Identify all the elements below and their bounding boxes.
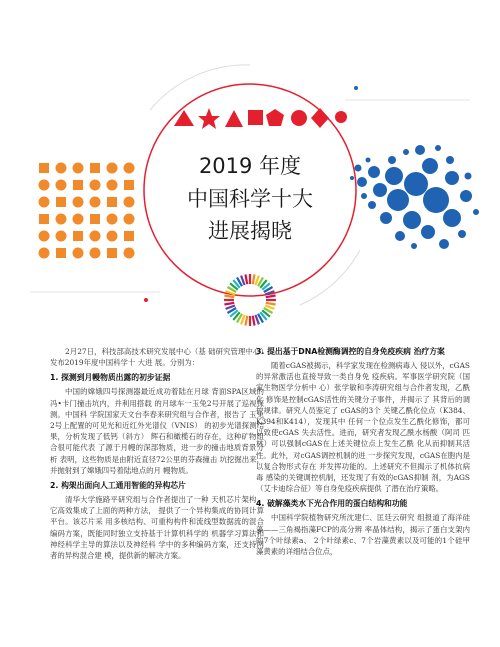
orange-dot [73, 163, 84, 174]
orange-dot [107, 180, 118, 191]
intro-paragraph: 2月27日，科技部高技术研究发展中心（基 础研究管理中心）发布2019年度中国科学十 大进 展。分别为： [50, 347, 264, 368]
title-line-sub: 进展揭晓 [208, 219, 292, 243]
orange-dot [124, 163, 135, 174]
title-line-main: 中国科学十大 [187, 187, 313, 211]
accent-dot [144, 298, 148, 302]
orange-dot [56, 231, 67, 242]
section-body-4: 中国科学院植物研究所沈建仁、匡廷云研究 组报道了海洋硅藻——三角褐指藻FCP的高分辨 率晶体结构，揭示了蛋白支架内的7个叶绿素a、 2个叶绿素c、7个岩藻黄素以及可能的1个硅甲 藻黄素的详细结合位点， [256, 513, 470, 557]
orange-dot [73, 248, 84, 259]
orange-dot [90, 214, 100, 224]
orange-dot [39, 248, 50, 259]
ring-segment [266, 303, 276, 305]
orange-dot [107, 214, 118, 225]
orange-dot [107, 197, 117, 207]
orange-dot [39, 180, 50, 191]
orange-dot [73, 231, 83, 241]
section-body-1: 中国的嫦娥四号探测器最近成功着陆在月球 背面SPA区域的冯•卡门撞击坑内，并利用搭载 的月球车一玉兔2号开展了巡视探测。中国科 学院国家天文台李春来研究组与合作者，报告了 玉兔2号上配置的可见光和近红外光谱仪（VNIS） 的初步光谱探测结果，分析发现了低钙（斜方） 辉石和橄榄石的存在，这种矿物组合很可能代表 了源于月幔的深部物质，进一步的撞击地质背景分 析 表明，这些物质是由附近直径72公里的芬森撞击 坑挖掘出来，并抛射到了嫦娥四号着陆地点的月 幔物质。 [50, 387, 264, 475]
orange-dot [90, 231, 101, 242]
orange-dot [124, 214, 135, 225]
ring-segment [245, 316, 247, 326]
orange-dot [39, 197, 50, 208]
section-heading-4: 4. 破解藻类水下光合作用的蛋白结构和功能 [256, 499, 408, 509]
ring-segment [266, 295, 276, 297]
orange-dot [39, 214, 49, 224]
orange-dot [56, 180, 67, 191]
orange-dot [90, 248, 101, 259]
left-column [50, 346, 264, 561]
orange-dot [124, 248, 135, 259]
ring-segment [224, 295, 234, 297]
ring-segment [224, 303, 234, 305]
orange-dot [107, 163, 118, 174]
orange-dot [39, 163, 49, 173]
right-column [256, 346, 470, 557]
section-body-3: 随着cGAS被揭示，科学家发现在检测病毒入 侵以外，cGAS的异常激活也直接导致一类自身免 疫疾病。军事医学研究院（国家生物医学分析中 心）张学敏和李涛研究组与合作者发现，乙酰化 修饰是控制cGAS活性的关键分子事件，并揭示了 其背后的调控规律。研究人员鉴定了 cGAS的3个 关键乙酰化位点（K384、K394和K414），发现其中 任何一个位点发生乙酰化修饰，都可以致使cGAS 失去活性。进而，研究者发现乙酰水杨酸（阿司 匹林）可以强制cGAS在上述关键位点上发生乙酰 化从而抑制其活性。此外，对cGAS调控机制的进 一步探究发现，cGAS在胞内是以复合物形式存在 并发挥功能的。上述研究不但揭示了机体抗病毒 感染的关键调控机制，还发现了有效的cGAS抑制 剂，为AGS（艾卡迪综合征）等自身免疫疾病提供 了潜在治疗策略。 [256, 361, 470, 494]
orange-dot [73, 180, 83, 190]
orange-dot [73, 214, 84, 225]
blue-bubble-cluster-icon [350, 145, 479, 249]
orange-dot [73, 197, 84, 208]
section-heading-3: 3. 提出基于DNA检测酶调控的自身免疫疾病 治疗方案 [256, 347, 445, 356]
orange-dot [124, 231, 134, 241]
orange-dot-grid-icon [39, 163, 135, 259]
ring-segment [253, 316, 255, 326]
orange-dot [39, 231, 50, 242]
orange-dot [90, 163, 100, 173]
orange-dot [124, 180, 134, 190]
orange-dot [56, 248, 66, 258]
section-body-2: 清华大学施路平研究组与合作者提出了一种 天机芯片架构，它高效集成了上面的两种方法， 提供了一个异构集成的协同计算平台。该芯片采 用多核结构、可重构构件和流线型数据流的混合 编码方案，既能同时独立支持基于计算机科学的 机器学习算法和神经科学主导的算法以及神经科 学中的多种编码方案，还支持两者的异构混合建 模，提供新的解决方案。 [50, 495, 264, 561]
title-line-year: 2019 年度 [198, 154, 302, 178]
orange-dot [56, 197, 66, 207]
orange-dot [56, 214, 67, 225]
orange-dot [90, 197, 101, 208]
orange-dot [107, 231, 118, 242]
circle-icon [335, 111, 347, 123]
orange-dot [90, 180, 101, 191]
accent-dot [354, 86, 358, 90]
section-heading-2: 2. 构架出面向人工通用智能的异构芯片 [50, 481, 186, 491]
orange-dot [124, 197, 135, 208]
orange-dot [56, 163, 67, 174]
square-icon [248, 110, 263, 125]
section-heading-1: 1. 探测到月幔物质出露的初步证据 [50, 373, 171, 383]
orange-dot [107, 248, 117, 258]
circle-icon [291, 110, 307, 126]
